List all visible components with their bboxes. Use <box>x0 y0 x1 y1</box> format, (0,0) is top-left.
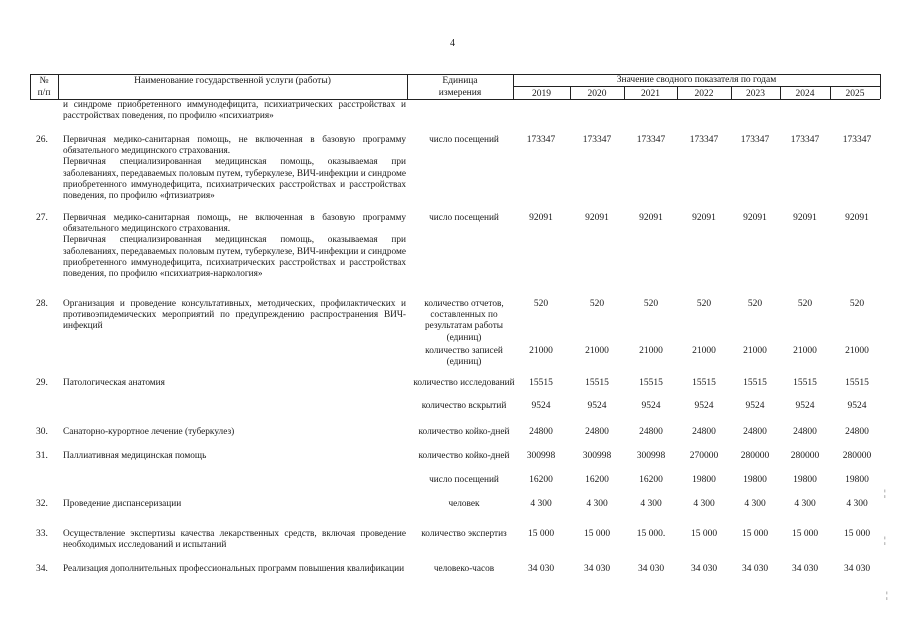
service-name-paragraph: Паллиативная медицинская помощь <box>63 451 207 461</box>
value-cell: 173347 <box>582 135 612 145</box>
unit-label: количество койко-дней <box>418 451 510 461</box>
value-cell: 92091 <box>529 213 553 223</box>
year-cell: 2024 <box>795 89 815 99</box>
value-cell: 15515 <box>692 378 716 388</box>
value-cell: 520 <box>849 299 865 309</box>
value-cell: 19800 <box>692 475 716 485</box>
value-cell: 19800 <box>793 475 817 485</box>
value-cell: 15 000 <box>527 529 555 539</box>
value-cell: 173347 <box>689 135 719 145</box>
value-cell: 4 300 <box>530 499 552 509</box>
unit-label: количество отчетов, составленных по результатам работы (единиц) <box>424 299 504 343</box>
row-number: 27. <box>36 213 48 223</box>
row-number: 30. <box>36 427 48 437</box>
value-cell: 4 300 <box>586 499 608 509</box>
value-cell: 15515 <box>639 378 663 388</box>
service-name <box>63 451 406 462</box>
value-cell: 34 030 <box>690 564 718 574</box>
value-cell: 15 000 <box>583 529 611 539</box>
value-cell: 16200 <box>639 475 663 485</box>
row-number: 34. <box>36 564 48 574</box>
service-name-paragraph: Осуществление экспертизы качества лекарственных средств, включая проведение необходимых исследований и испытаний <box>63 529 406 551</box>
value-cell: 34 030 <box>791 564 819 574</box>
service-name <box>63 427 406 438</box>
value-cell: 15515 <box>585 378 609 388</box>
value-cell: 19800 <box>845 475 869 485</box>
value-cell: 15515 <box>743 378 767 388</box>
year-cell: 2025 <box>845 89 865 99</box>
value-cell: 9524 <box>531 401 551 411</box>
value-cell: 92091 <box>639 213 663 223</box>
service-name <box>63 213 406 280</box>
value-cell: 9524 <box>745 401 765 411</box>
value-cell: 24800 <box>743 427 767 437</box>
value-cell: 173347 <box>842 135 872 145</box>
value-cell: 520 <box>696 299 712 309</box>
unit-label: число посещений <box>429 475 499 485</box>
value-cell: 21000 <box>585 346 609 356</box>
service-name-paragraph: Первичная специализированная медицинская помощь, оказываемая при заболеваниях, передаваемых половым путем, туберкулезе, ВИЧ-инфекции и синдроме приобретенного иммунодефицита, психиатрических расстройствах и расстройствах поведения, по профилю «фтизиатрия» <box>63 157 406 202</box>
value-cell: 16200 <box>585 475 609 485</box>
service-name-paragraph: Первичная специализированная медицинская помощь, оказываемая при заболеваниях, передаваемых половым путем, туберкулезе, ВИЧ-инфекции и синдроме приобретенного иммунодефицита, психиатрических расстройствах и расстройствах поведения, по профилю «психиатрия-наркология» <box>63 235 406 280</box>
value-cell: 300998 <box>636 451 666 461</box>
service-name <box>63 299 406 333</box>
row-number: 26. <box>36 135 48 145</box>
value-cell: 9524 <box>847 401 867 411</box>
value-cell: 34 030 <box>741 564 769 574</box>
value-cell: 173347 <box>790 135 820 145</box>
year-cell: 2023 <box>746 89 765 99</box>
value-cell: 280000 <box>790 451 820 461</box>
value-cell: 92091 <box>743 213 767 223</box>
row-number: 32. <box>36 499 48 509</box>
value-cell: 24800 <box>639 427 663 437</box>
value-cell: 270000 <box>689 451 719 461</box>
service-name <box>63 378 406 389</box>
unit-label: количество вскрытий <box>421 401 507 411</box>
year-cell: 2022 <box>694 89 714 99</box>
value-cell: 15 000 <box>791 529 819 539</box>
value-cell: 34 030 <box>527 564 555 574</box>
row-number: 33. <box>36 529 48 539</box>
value-cell: 520 <box>643 299 659 309</box>
years-rule <box>513 86 880 87</box>
scan-mark: ¦ <box>884 535 886 545</box>
unit-label: количество койко-дней <box>418 427 510 437</box>
value-cell: 4 300 <box>640 499 662 509</box>
value-cell: 21000 <box>692 346 716 356</box>
row-number: 28. <box>36 299 48 309</box>
value-cell: 173347 <box>636 135 666 145</box>
value-cell: 280000 <box>740 451 770 461</box>
unit-label: человеко-часов <box>433 564 495 574</box>
year-cell: 2021 <box>641 89 660 99</box>
unit-label: количество исследований <box>413 378 515 388</box>
value-cell: 9524 <box>587 401 607 411</box>
value-cell: 24800 <box>793 427 817 437</box>
value-cell: 280000 <box>842 451 872 461</box>
value-cell: 520 <box>589 299 605 309</box>
scan-mark: ¦ <box>884 488 886 498</box>
value-cell: 4 300 <box>744 499 766 509</box>
value-cell: 15 000. <box>636 529 666 539</box>
value-cell: 21000 <box>639 346 663 356</box>
scan-mark: ¦ <box>886 590 888 600</box>
year-cell: 2020 <box>587 89 607 99</box>
service-name-paragraph: Реализация дополнительных профессиональных программ повышения квалификации <box>63 564 405 574</box>
value-cell: 21000 <box>743 346 767 356</box>
value-cell: 15 000 <box>843 529 871 539</box>
year-cell: 2019 <box>532 89 551 99</box>
value-cell: 173347 <box>526 135 556 145</box>
value-cell: 34 030 <box>843 564 871 574</box>
value-cell: 4 300 <box>693 499 715 509</box>
header-num: № п/п <box>37 76 51 98</box>
unit-label: число посещений <box>429 135 499 145</box>
service-name-paragraph: Организация и проведение консультативных, методических, профилактических и противоэпидемических мероприятий по предупреждению распространения ВИЧ-инфекций <box>63 299 406 332</box>
value-cell: 9524 <box>694 401 714 411</box>
service-name <box>63 135 406 202</box>
value-cell: 15515 <box>529 378 553 388</box>
service-name <box>63 564 406 575</box>
value-cell: 15515 <box>845 378 869 388</box>
service-name-paragraph: Первичная медико-санитарная помощь, не включенная в базовую программу обязательного медицинского страхования. <box>63 135 406 157</box>
value-cell: 24800 <box>529 427 553 437</box>
value-cell: 21000 <box>793 346 817 356</box>
service-name-paragraph: Первичная медико-санитарная помощь, не включенная в базовую программу обязательного медицинского страхования. <box>63 213 406 235</box>
value-cell: 520 <box>747 299 763 309</box>
value-cell: 520 <box>797 299 813 309</box>
value-cell: 15 000 <box>741 529 769 539</box>
unit-label: число посещений <box>429 213 499 223</box>
row-number: 31. <box>36 451 48 461</box>
header-values: Значение сводного показателя по годам <box>616 75 777 85</box>
value-cell: 300998 <box>582 451 612 461</box>
service-name <box>63 529 406 551</box>
service-name-paragraph: Патологическая анатомия <box>63 378 165 388</box>
value-cell: 4 300 <box>794 499 816 509</box>
row-number: 29. <box>36 378 48 388</box>
value-cell: 24800 <box>585 427 609 437</box>
service-name <box>63 499 406 510</box>
page-number: 4 <box>450 38 455 49</box>
header-name: Наименование государственной услуги (работы) <box>134 76 331 86</box>
value-cell: 520 <box>533 299 549 309</box>
value-cell: 19800 <box>743 475 767 485</box>
border-right <box>880 74 881 99</box>
unit-label: количество записей (единиц) <box>425 346 503 368</box>
value-cell: 21000 <box>845 346 869 356</box>
value-cell: 92091 <box>845 213 869 223</box>
value-cell: 9524 <box>795 401 815 411</box>
unit-label: человек <box>448 499 480 509</box>
header-unit: Единица измерения <box>438 76 482 98</box>
service-name-paragraph: Санаторно-курортное лечение (туберкулез) <box>63 427 235 437</box>
value-cell: 92091 <box>793 213 817 223</box>
value-cell: 24800 <box>692 427 716 437</box>
value-cell: 300998 <box>526 451 556 461</box>
unit-label: количество экспертиз <box>421 529 507 539</box>
value-cell: 9524 <box>641 401 661 411</box>
value-cell: 92091 <box>585 213 609 223</box>
carryover-text: и синдроме приобретенного иммунодефицита, психиатрических расстройствах и расстройствах поведения, по профилю «психиатрия» <box>63 100 406 122</box>
value-cell: 15 000 <box>690 529 718 539</box>
value-cell: 92091 <box>692 213 716 223</box>
value-cell: 21000 <box>529 346 553 356</box>
service-name-paragraph: Проведение диспансеризации <box>63 499 182 509</box>
value-cell: 34 030 <box>583 564 611 574</box>
value-cell: 4 300 <box>846 499 868 509</box>
value-cell: 16200 <box>529 475 553 485</box>
value-cell: 34 030 <box>637 564 665 574</box>
value-cell: 15515 <box>793 378 817 388</box>
value-cell: 24800 <box>845 427 869 437</box>
value-cell: 173347 <box>740 135 770 145</box>
